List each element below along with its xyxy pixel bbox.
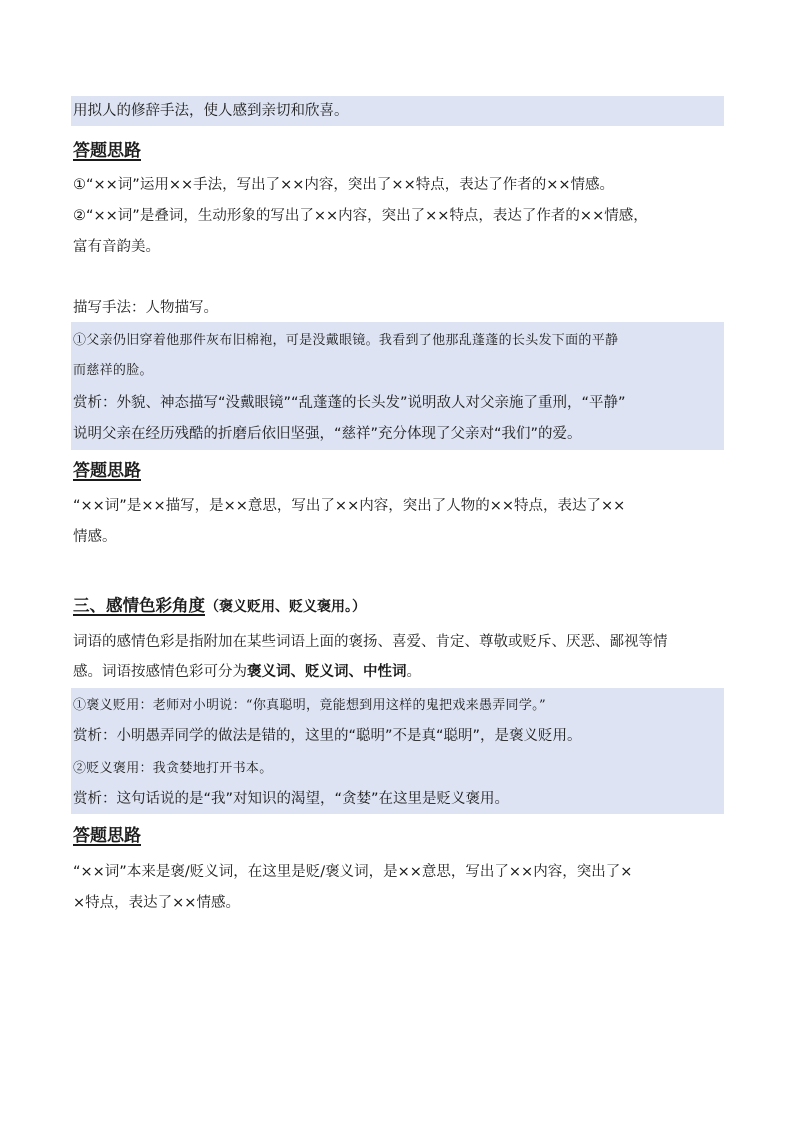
description-prefix: 感。词语按感情色彩可分为 — [73, 664, 247, 680]
answer-item-2-cont: 富有音韵美。 — [73, 239, 160, 255]
analysis-line: 赏析：外貌、神态描写“没戴眼镜”“乱蓬蓬的长头发”说明敌人对父亲施了重刑，“平静” — [73, 395, 626, 411]
answer-heading: 答题思路 — [73, 461, 141, 481]
answer-line-cont: 情感。 — [73, 529, 117, 545]
description-suffix: 。 — [406, 664, 421, 680]
example-2-analysis: 赏析：这句话说的是“我”对知识的渴望，“贪婪”在这里是贬义褒用。 — [73, 791, 510, 807]
answer-item-1: ①“××词”运用××手法，写出了××内容，突出了××特点，表达了作者的××情感。 — [73, 177, 615, 193]
example-1: ①褒义贬用：老师对小明说：“你真聪明，竟能想到用这样的鬼把戏来愚弄同学。” — [73, 698, 546, 713]
analysis-line-cont: 说明父亲在经历残酷的折磨后依旧坚强，“慈祥”充分体现了父亲对“我们”的爱。 — [73, 426, 582, 442]
section-title — [73, 595, 366, 618]
example-line: ①父亲仍旧穿着他那件灰布旧棉袍，可是没戴眼镜。我看到了他那乱蓬蓬的长头发下面的平静 — [73, 333, 619, 348]
answer-line: “××词”是××描写，是××意思，写出了××内容，突出了人物的××特点，表达了×× — [73, 498, 626, 514]
answer-heading: 答题思路 — [73, 826, 141, 846]
answer-item-2: ②“××词”是叠词，生动形象的写出了××内容，突出了××特点，表达了作者的××情感， — [73, 208, 648, 224]
description-bold: 褒义词、贬义词、中性词 — [247, 664, 407, 680]
method-line: 描写手法：人物描写。 — [73, 300, 218, 316]
example-line-cont: 而慈祥的脸。 — [73, 363, 153, 378]
answer-line: “××词”本来是褒/贬义词，在这里是贬/褒义词，是××意思，写出了××内容，突出了× — [73, 864, 633, 880]
section-title-sub: （褒义贬用、贬义褒用。） — [205, 599, 366, 615]
description-line: 词语的感情色彩是指附加在某些词语上面的褒扬、喜爱、肯定、尊敬或贬斥、厌恶、鄙视等情 — [73, 634, 668, 650]
intro-line: 用拟人的修辞手法，使人感到亲切和欣喜。 — [73, 103, 349, 119]
answer-line-cont: ×特点，表达了××情感。 — [73, 895, 240, 911]
section-title-main: 三、感情色彩角度 — [73, 596, 205, 615]
example-2: ②贬义褒用：我贪婪地打开书本。 — [73, 761, 273, 776]
answer-heading: 答题思路 — [73, 141, 141, 161]
description-line-cont — [73, 662, 733, 682]
example-1-analysis: 赏析：小明愚弄同学的做法是错的，这里的“聪明”不是真“聪明”，是褒义贬用。 — [73, 728, 582, 744]
